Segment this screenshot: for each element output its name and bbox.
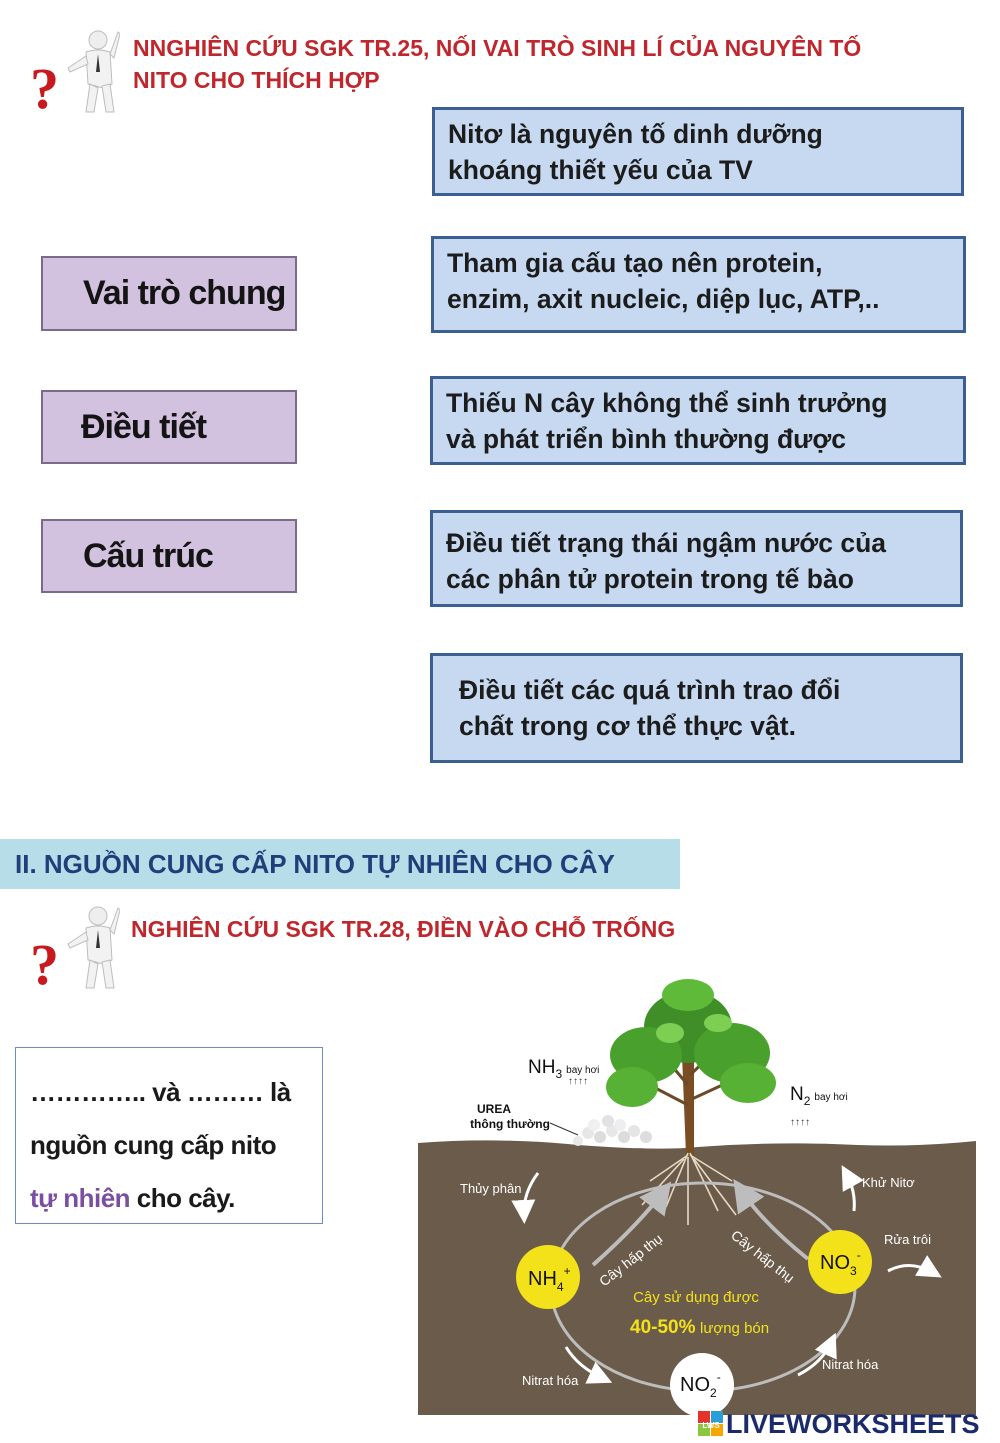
fill-line-1: ………….. và ……… là: [30, 1077, 291, 1107]
absorb-label-left: Cây hấp thụ: [595, 1230, 666, 1290]
section1-heading: [133, 32, 983, 96]
right-box-line: các phân tử protein trong tế bào: [446, 564, 854, 594]
liveworksheets-brand[interactable]: [698, 1409, 980, 1439]
urea-pellets: [573, 1115, 652, 1146]
question-figure-1: [28, 24, 120, 121]
fill-in-box[interactable]: [15, 1047, 323, 1224]
no3-ion: [808, 1230, 872, 1294]
right-box-line: khoáng thiết yếu của TV: [448, 155, 753, 185]
question-figure-2: [28, 900, 120, 997]
n2-label: $N_2$ $^{bay hơi}$: [790, 1084, 848, 1108]
urea-pointer: [550, 1123, 578, 1135]
urea-label-2: thông thường: [470, 1117, 550, 1131]
absorb-label-right: Cây hấp thụ: [728, 1226, 798, 1286]
rua-troi-label: Rửa trôi: [884, 1232, 931, 1247]
right-box-1[interactable]: [432, 107, 964, 196]
right-box-5[interactable]: [430, 653, 963, 763]
right-box-2[interactable]: [431, 236, 966, 333]
question-figure-icon: [28, 24, 120, 116]
nitrat-hoa-left-label: Nitrat hóa: [522, 1373, 579, 1388]
nitrogen-cycle-diagram: [418, 975, 978, 1415]
question-figure-icon: [28, 900, 120, 992]
liveworksheets-logo-icon: [698, 1411, 724, 1437]
section1-heading-line1: NNGHIÊN CỨU SGK TR.25, NỐI VAI TRÒ SINH LÍ CỦA NGUYÊN TỐ: [133, 35, 862, 61]
section2-heading: NGHIÊN CỨU SGK TR.28, ĐIỀN VÀO CHỖ TRỐNG: [131, 916, 676, 942]
fill-line-3: [30, 1172, 322, 1225]
n2-arrows-icon: ↑↑↑↑: [790, 1117, 810, 1128]
left-box-dieu-tiet[interactable]: [41, 390, 297, 464]
right-box-4[interactable]: [430, 510, 963, 607]
left-box-label: Cấu trúc: [83, 536, 213, 575]
svg-text:NO3-: $NO_3^-$: [820, 1248, 861, 1278]
left-box-label: Vai trò chung: [83, 274, 286, 312]
percent-label: 40-50%: [630, 1317, 696, 1338]
section2-band: [0, 839, 680, 889]
thuy-phan-label: Thủy phân: [460, 1181, 522, 1196]
logo-letters: LWS: [702, 1421, 720, 1430]
khu-nito-label: Khử Nitơ: [862, 1175, 915, 1190]
svg-text:NH4+: $NH_4^+$: [528, 1264, 571, 1294]
fill-rest: cho cây.: [130, 1183, 235, 1213]
nitrat-hoa-right-label: Nitrat hóa: [822, 1357, 879, 1372]
left-box-cau-truc[interactable]: [41, 519, 297, 593]
right-box-line: enzim, axit nucleic, diệp lục, ATP,..: [447, 284, 880, 314]
fill-accent: tự nhiên: [30, 1183, 131, 1213]
svg-text:?: ?: [30, 932, 59, 992]
right-box-line: và phát triển bình thường được: [446, 424, 846, 454]
right-box-line: chất trong cơ thể thực vật.: [459, 711, 796, 741]
left-box-label: Điều tiết: [81, 407, 207, 446]
nh4-ion: [516, 1245, 580, 1309]
svg-text:NO2-: $NO_2^-$: [680, 1370, 721, 1400]
left-box-vai-tro-chung[interactable]: [41, 256, 297, 331]
right-box-line: Thiếu N cây không thể sinh trưởng: [446, 388, 888, 418]
section2-band-title: II. NGUỒN CUNG CẤP NITO TỰ NHIÊN CHO CÂY: [15, 848, 615, 879]
right-box-line: Nitơ là nguyên tố dinh dưỡng: [448, 119, 823, 149]
fill-line-2: nguồn cung cấp nito: [30, 1130, 277, 1160]
right-box-line: Điều tiết trạng thái ngậm nước của: [446, 528, 887, 558]
right-box-3[interactable]: [430, 376, 966, 465]
svg-text:?: ?: [30, 56, 59, 116]
nh3-label: $NH_3$ $^{bay hơi}$: [528, 1057, 600, 1081]
urea-label-1: UREA: [476, 1102, 512, 1116]
no2-ion: [670, 1353, 734, 1415]
cay-su-dung-label: Cây sử dụng được: [633, 1289, 759, 1306]
luong-bon-label: lượng bón: [700, 1320, 770, 1337]
right-box-line: Điều tiết các quá trình trao đổi: [459, 675, 841, 705]
section1-heading-line2: NITO CHO THÍCH HỢP: [133, 67, 380, 93]
nh3-arrows-icon: ↑↑↑↑: [568, 1076, 588, 1087]
right-box-line: Tham gia cấu tạo nên protein,: [447, 248, 823, 278]
brand-text: LIVEWORKSHEETS: [726, 1408, 980, 1439]
